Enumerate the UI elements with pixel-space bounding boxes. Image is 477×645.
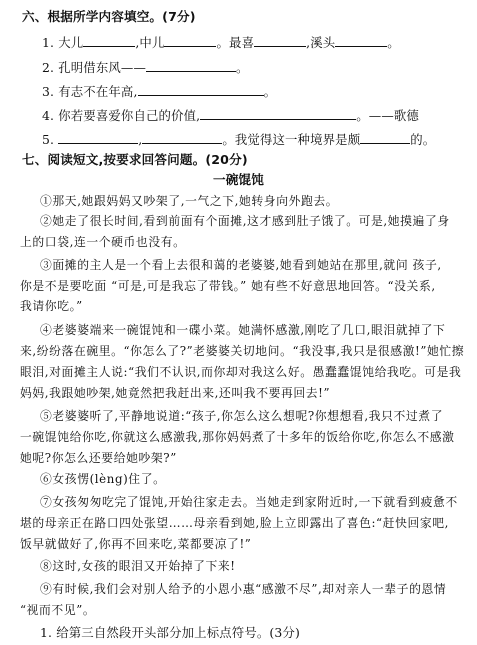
section6-heading: 六、根据所学内容填空。(7分) [22, 9, 196, 24]
passage-line: ④老婆婆端来一碗馄饨和一碟小菜。她满怀感激,刚吃了几口,眼泪就掉了下 [40, 323, 446, 337]
prompt-text: 有志不在年高, [58, 84, 138, 99]
question-number: 2. [42, 60, 55, 75]
passage-title: 一碗馄饨 [213, 172, 264, 187]
prompt-text: ,溪头 [306, 35, 336, 50]
question-number: 1. [42, 35, 55, 50]
passage-line: 堪的母亲正在路口四处张望……母亲看到她,脸上立即露出了喜色:“赶快回家吧, [20, 516, 450, 530]
passage-line: 一碗馄饨给你吃,你就这么感激我,那你妈妈煮了十多年的饭给你吃,你怎么不感激 [20, 430, 455, 444]
prompt-text: 。 [263, 84, 277, 99]
passage-line: ⑨有时候,我们会对别人给予的小恩小惠“感激不尽”,却对亲人一辈子的恩情 [40, 582, 447, 596]
prompt-text: ,中儿 [135, 35, 165, 50]
passage-line: ③面摊的主人是一个看上去很和蔼的老婆婆,她看到她站在那里,就问 孩子, [40, 258, 442, 272]
section7-heading: 七、阅读短文,按要求回答问题。(20分) [22, 152, 248, 167]
answer-blank[interactable] [138, 83, 264, 96]
answer-blank[interactable] [164, 34, 216, 47]
passage-line: ②她走了很长时间,看到前面有个面摊,这才感到肚子饿了。可是,她摸遍了身 [40, 214, 450, 228]
passage-line: “视而不见”。 [20, 603, 96, 617]
prompt-text: , [138, 132, 143, 147]
prompt-text: 孔明借东风—— [58, 60, 147, 75]
question-6-1 [42, 34, 400, 51]
answer-blank[interactable] [146, 59, 236, 72]
question-6-3 [42, 83, 276, 100]
prompt-text: 。 [387, 35, 400, 50]
question-6-2 [42, 59, 249, 76]
prompt-text: 。 [236, 60, 249, 75]
passage-line: ①那天,她跟妈妈又吵架了,一气之下,她转身向外跑去。 [40, 194, 339, 208]
answer-blank[interactable] [200, 107, 356, 120]
passage-line: ⑦女孩匆匆吃完了馄饨,开始往家走去。当她走到家附近时,一下就看到疲惫不 [40, 495, 458, 509]
question-number: 4. [42, 108, 55, 123]
passage-line: 饭早就做好了,你再不回来吃,菜都要凉了!” [20, 537, 252, 551]
answer-blank[interactable] [58, 131, 138, 144]
question-number: 3. [42, 84, 55, 99]
passage-line: 眼泪,对面摊主人说:“我们不认识,而你却对我这么好。愚蠢蠢馄饨给我吃。可是我 [20, 365, 462, 379]
passage-line: 她呢?你怎么还要给她吵架?” [20, 451, 177, 465]
prompt-text: 。我觉得这一种境界是颇 [222, 132, 361, 147]
passage-line: 来,纷纷落在碗里。“你怎么了?”老婆婆关切地问。“我没事,我只是很感激!”她忙擦 [20, 344, 465, 358]
passage-line: 我请你吃。” [20, 299, 83, 313]
prompt-text: 的。 [410, 132, 436, 147]
passage-line: ⑧这时,女孩的眼泪又开始掉了下来! [40, 559, 236, 573]
answer-blank[interactable] [83, 34, 135, 47]
answer-blank[interactable] [360, 131, 410, 144]
answer-blank[interactable] [142, 131, 222, 144]
prompt-text: 。最喜 [216, 35, 255, 50]
question-6-5 [42, 131, 435, 148]
passage-line: ⑤老婆婆听了,平静地说道:“孩子,你怎么这么想呢?你想想看,我只不过煮了 [40, 409, 444, 423]
passage-line: 妈妈,我跟她吵架,她竟然把我赶出来,还叫我不要再回去!” [20, 386, 331, 400]
prompt-text: 。——歌德 [356, 108, 419, 123]
passage-line: 你是不是要吃面 “可是,可是我忘了带钱。” 她有些不好意思地回答。“没关系, [20, 279, 436, 293]
question-number: 5. [42, 132, 55, 147]
answer-blank[interactable] [254, 34, 306, 47]
prompt-text: 大儿 [58, 35, 84, 50]
passage-line: 上的口袋,连一个硬币也没有。 [20, 235, 186, 249]
passage-line: ⑥女孩愣(lèng)住了。 [40, 472, 166, 486]
question-6-4 [42, 107, 419, 124]
question-7-1: 1. 给第三自然段开头部分加上标点符号。(3分) [40, 625, 300, 640]
answer-blank[interactable] [335, 34, 387, 47]
prompt-text: 你若要喜爱你自己的价值, [58, 108, 201, 123]
